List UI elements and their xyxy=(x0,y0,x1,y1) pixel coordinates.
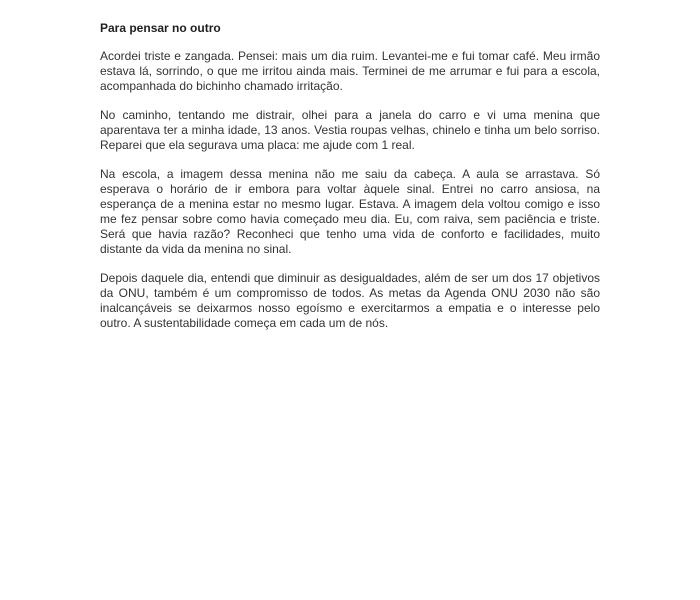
paragraph-3: Na escola, a imagem dessa menina não me saiu da cabeça. A aula se arrastava. Só esperava o horário de ir embora para voltar àquele sinal. Entrei no carro ansiosa, na esperança de a menina estar no mesmo lugar. Estava. A imagem dela voltou comigo e isso me fez pensar sobre como havia começado meu dia. Eu, com raiva, sem paciência e triste. Será que havia razão? Reconheci que tenho uma vida de conforto e facilidades, muito distante da vida da menina no sinal. xyxy=(100,167,600,256)
paragraph-4: Depois daquele dia, entendi que diminuir as desigualdades, além de ser um dos 17 objetivos da ONU, também é um compromisso de todos. As metas da Agenda ONU 2030 não são inalcançáveis se deixarmos nosso egoísmo e exercitarmos a empatia e o interesse pelo outro. A sustentabilidade começa em cada um de nós. xyxy=(100,271,600,330)
document-title: Para pensar no outro xyxy=(100,21,221,35)
paragraph-2: No caminho, tentando me distrair, olhei para a janela do carro e vi uma menina que aparentava ter a minha idade, 13 anos. Vestia roupas velhas, chinelo e tinha um belo sorriso. Reparei que ela segurava uma placa: me ajude com 1 real. xyxy=(100,108,600,152)
paragraph-1: Acordei triste e zangada. Pensei: mais um dia ruim. Levantei-me e fui tomar café. Meu irmão estava lá, sorrindo, o que me irritou ainda mais. Terminei de me arrumar e fui para a escola, acompanhada do bichinho chamado irritação. xyxy=(100,49,600,93)
